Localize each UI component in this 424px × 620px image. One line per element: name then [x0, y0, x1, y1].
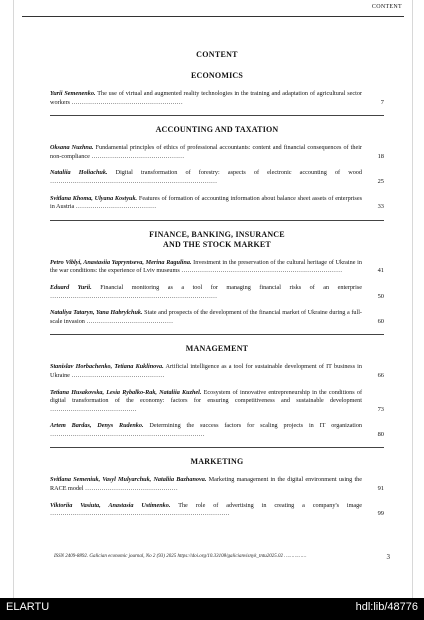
page-footer	[54, 553, 390, 561]
entry-authors: Nataliya Tataryn, Yana Habrylchuk.	[50, 309, 143, 317]
footer-page-number: 3	[386, 553, 390, 561]
toc-entry[interactable]	[50, 90, 384, 107]
toc-entry[interactable]	[50, 144, 384, 161]
toc-entry[interactable]	[50, 389, 384, 415]
toc-entry[interactable]	[50, 195, 384, 212]
entry-authors: Nataliia Holiachuk.	[50, 169, 108, 177]
header-rule	[22, 16, 404, 17]
section-divider	[50, 220, 384, 221]
table-of-contents	[50, 50, 384, 527]
section-divider	[50, 447, 384, 448]
page-title: CONTENT	[196, 50, 238, 59]
section-heading-finance: FINANCE, BANKING, INSURANCE AND THE STOCK MARKET	[149, 229, 285, 249]
entry-authors: Tetiana Husakovska, Lesia Rybalko-Rak, Nataliia Kuzhel.	[50, 388, 202, 396]
entry-title: Fundamental principles of ethics of professional accountants: content and financial consequences of their non-compliance ………………………………………	[50, 144, 362, 160]
toc-entry[interactable]	[50, 259, 384, 276]
section-heading-management: MANAGEMENT	[185, 344, 249, 354]
toc-entry[interactable]	[50, 169, 384, 186]
footer-citation: ISSN 2409-8892. Galician economic journal, No 2 (93) 2025 https://doi.org/10.33108/galicianvisnyk_tntu2025.02 ……………	[54, 554, 307, 559]
toc-entry[interactable]	[50, 502, 384, 519]
document-page	[14, 0, 412, 598]
entry-title: Features of formation of accounting information about balance sheet assets of enterprises in Austria …………………………………	[50, 194, 362, 211]
entry-authors: Petro Viblyi, Anastasiia Yapryntseva, Merina Ragulina.	[50, 258, 192, 266]
entry-page-number: 73	[377, 405, 384, 413]
entry-page-number: 33	[377, 203, 384, 211]
viewer-bottom-bar	[0, 598, 424, 620]
entry-page-number: 80	[377, 430, 384, 438]
entry-authors: Artem Bardas, Denys Rudenko.	[50, 422, 144, 430]
entry-page-number: 91	[377, 485, 384, 493]
entry-page-number: 60	[377, 317, 384, 325]
entry-authors: Svitlana Semeniuk, Vasyl Mulyarchuk, Nataliia Bazhanova.	[50, 476, 207, 484]
entry-page-number: 66	[377, 371, 384, 379]
toc-entry[interactable]	[50, 363, 384, 380]
entry-title: Artificial intelligence as a tool for sustainable development of IT business in Ukraine ………………………………………	[50, 363, 362, 379]
entry-authors: Viktoriia Vasiuta, Anastasia Ustimenko.	[50, 501, 171, 509]
entry-page-number: 41	[377, 267, 384, 275]
section-heading-economics: ECONOMICS	[190, 71, 244, 80]
entry-title: Ecosystem of innovative entrepreneurship in the conditions of digital transformation of the economy: factors for ensuring competitiveness and sustainable development ……………………………………	[50, 388, 362, 413]
toc-entry[interactable]	[50, 284, 384, 301]
repository-label: ELARTU	[6, 601, 50, 613]
entry-title: Financial monitoring as a tool for managing financial risks of an enterprise ………………………………………………………………………	[50, 283, 362, 300]
entry-page-number: 7	[380, 98, 384, 106]
entry-authors: Stanislav Horbachenko, Tetiana Kuklinova.	[50, 363, 164, 371]
entry-title: The role of advertising in creating a company's image ……………………………………………………………………………	[50, 501, 362, 518]
entry-title: Marketing management in the digital environment using the RACE model ………………………………………	[50, 476, 363, 493]
toc-entry[interactable]	[50, 476, 384, 493]
entry-page-number: 99	[377, 510, 384, 518]
entry-title: Determining the success factors for scaling projects in IT organization …………………………………………………………………	[50, 422, 363, 438]
entry-authors: Oksana Nuzhna.	[50, 144, 94, 152]
entry-title: Digital transformation of forestry: aspects of electronic accounting of wood ………………………………………………………………………	[50, 169, 362, 185]
section-divider	[50, 115, 384, 116]
running-header: CONTENT	[371, 4, 402, 10]
entry-title: Investment in the preservation of the cultural heritage of Ukraine in the war conditions: the experience of Lviv museums ……………………………………………………………………	[50, 258, 362, 275]
entry-page-number: 50	[377, 292, 384, 300]
entry-title: State and prospects of the development of the financial market of Ukraine during a full-scale invasion ……………………………………	[50, 309, 362, 325]
section-divider	[50, 334, 384, 335]
handle-label[interactable]: hdl:lib/48776	[355, 601, 418, 613]
entry-authors: Svitlana Khoma, Ulyana Kostyuk.	[50, 194, 138, 202]
entry-authors: Yurii Semenenko.	[50, 90, 96, 97]
entry-title: The use of virtual and augmented reality technologies in the training and adaptation of agricultural sector workers ………………………………………………	[50, 90, 363, 106]
section-heading-accounting: ACCOUNTING AND TAXATION	[155, 125, 279, 135]
entry-page-number: 25	[377, 177, 384, 185]
section-heading-marketing: MARKETING	[190, 457, 244, 467]
entry-page-number: 18	[377, 152, 384, 160]
entry-authors: Eduard Yurii.	[50, 283, 92, 291]
toc-entry[interactable]	[50, 309, 384, 326]
toc-entry[interactable]	[50, 422, 384, 439]
